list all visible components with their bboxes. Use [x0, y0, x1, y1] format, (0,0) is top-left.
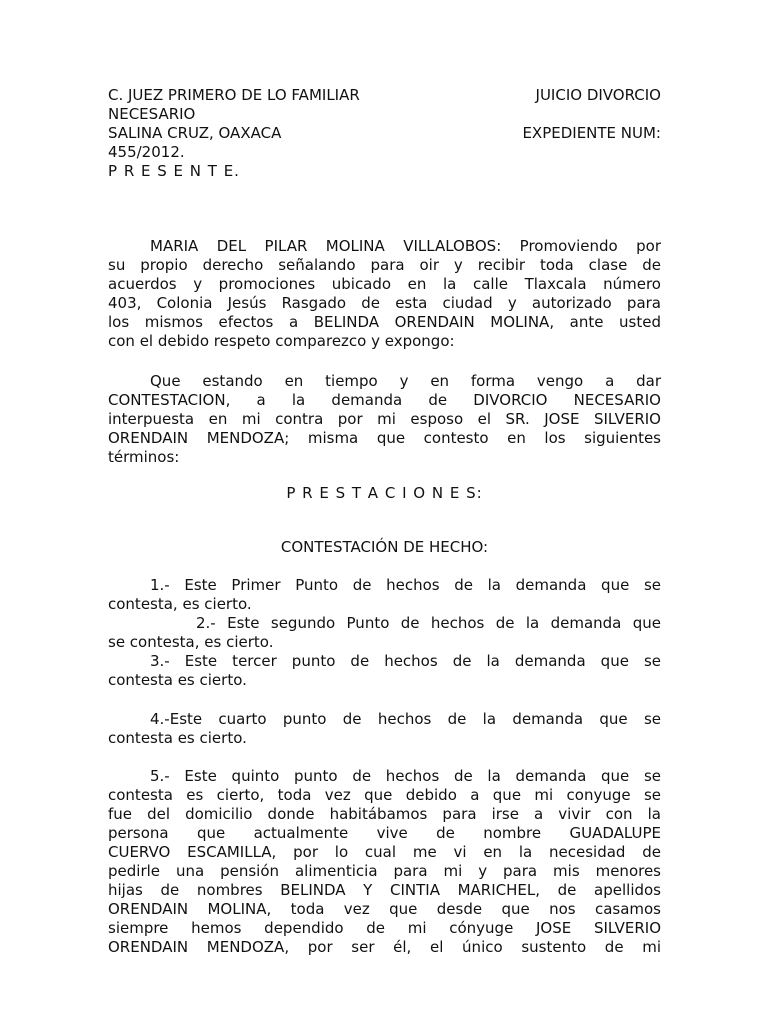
- fact-5-line: ORENDAIN MENDOZA, por ser él, el único sustento de mi: [108, 938, 661, 956]
- fact-3-line: 3.- Este tercer punto de hechos de la demanda que se: [150, 652, 661, 670]
- fact-5-line: contesta es cierto, toda vez que debido a que mi conyuge se: [108, 786, 661, 804]
- header-line-1: [108, 86, 661, 105]
- answer-line: ORENDAIN MENDOZA; misma que contesto en los siguientes: [108, 429, 661, 447]
- section-prestaciones: P R E S T A C I O N E S:: [286, 484, 483, 502]
- court-city: SALINA CRUZ, OAXACA: [108, 124, 282, 142]
- fact-2-line: 2.- Este segundo Punto de hechos de la demanda que: [196, 614, 661, 632]
- intro-line: MARIA DEL PILAR MOLINA VILLALOBOS: Promoviendo por: [150, 237, 661, 255]
- section-hechos: CONTESTACIÓN DE HECHO:: [280, 538, 489, 556]
- fact-5-line: pedirle una pensión alimenticia para mi y para mis menores: [108, 862, 661, 880]
- presente: P R E S E N T E.: [108, 162, 240, 180]
- header-line-3: [108, 124, 661, 143]
- intro-line: 403, Colonia Jesús Rasgado de esta ciudad y autorizado para: [108, 294, 661, 312]
- fact-3-line: contesta es cierto.: [108, 671, 247, 689]
- file-number: 455/2012.: [108, 143, 185, 161]
- answer-line: interpuesta en mi contra por mi esposo el SR. JOSE SILVERIO: [108, 410, 661, 428]
- answer-line: términos:: [108, 448, 180, 466]
- fact-5-line: 5.- Este quinto punto de hechos de la demanda que se: [150, 767, 661, 785]
- fact-5-line: hijas de nombres BELINDA Y CINTIA MARICHEL, de apellidos: [108, 881, 661, 899]
- fact-5-line: siempre hemos dependido de mi cónyuge JOSE SILVERIO: [108, 919, 661, 937]
- answer-line: Que estando en tiempo y en forma vengo a dar: [150, 372, 661, 390]
- fact-5-line: persona que actualmente vive de nombre GUADALUPE: [108, 824, 661, 842]
- intro-line: con el debido respeto comparezco y expongo:: [108, 332, 455, 350]
- fact-5-line: ORENDAIN MOLINA, toda vez que desde que nos casamos: [108, 900, 661, 918]
- case-type-continued: NECESARIO: [108, 105, 196, 123]
- fact-5-line: CUERVO ESCAMILLA, por lo cual me vi en la necesidad de: [108, 843, 661, 861]
- intro-line: su propio derecho señalando para oir y recibir toda clase de: [108, 256, 661, 274]
- court-name: C. JUEZ PRIMERO DE LO FAMILIAR: [108, 86, 360, 104]
- fact-4-line: 4.-Este cuarto punto de hechos de la demanda que se: [150, 710, 661, 728]
- file-label: EXPEDIENTE NUM:: [522, 124, 661, 142]
- intro-line: acuerdos y promociones ubicado en la calle Tlaxcala número: [108, 275, 661, 293]
- fact-4-line: contesta es cierto.: [108, 729, 247, 747]
- answer-line: CONTESTACION, a la demanda de DIVORCIO NECESARIO: [108, 391, 661, 409]
- intro-line: los mismos efectos a BELINDA ORENDAIN MOLINA, ante usted: [108, 313, 661, 331]
- fact-5-line: fue del domicilio donde habitábamos para irse a vivir con la: [108, 805, 661, 823]
- fact-1-line: contesta, es cierto.: [108, 595, 252, 613]
- fact-2-line: se contesta, es cierto.: [108, 633, 274, 651]
- case-type: JUICIO DIVORCIO: [535, 86, 661, 104]
- fact-1-line: 1.- Este Primer Punto de hechos de la demanda que se: [150, 576, 661, 594]
